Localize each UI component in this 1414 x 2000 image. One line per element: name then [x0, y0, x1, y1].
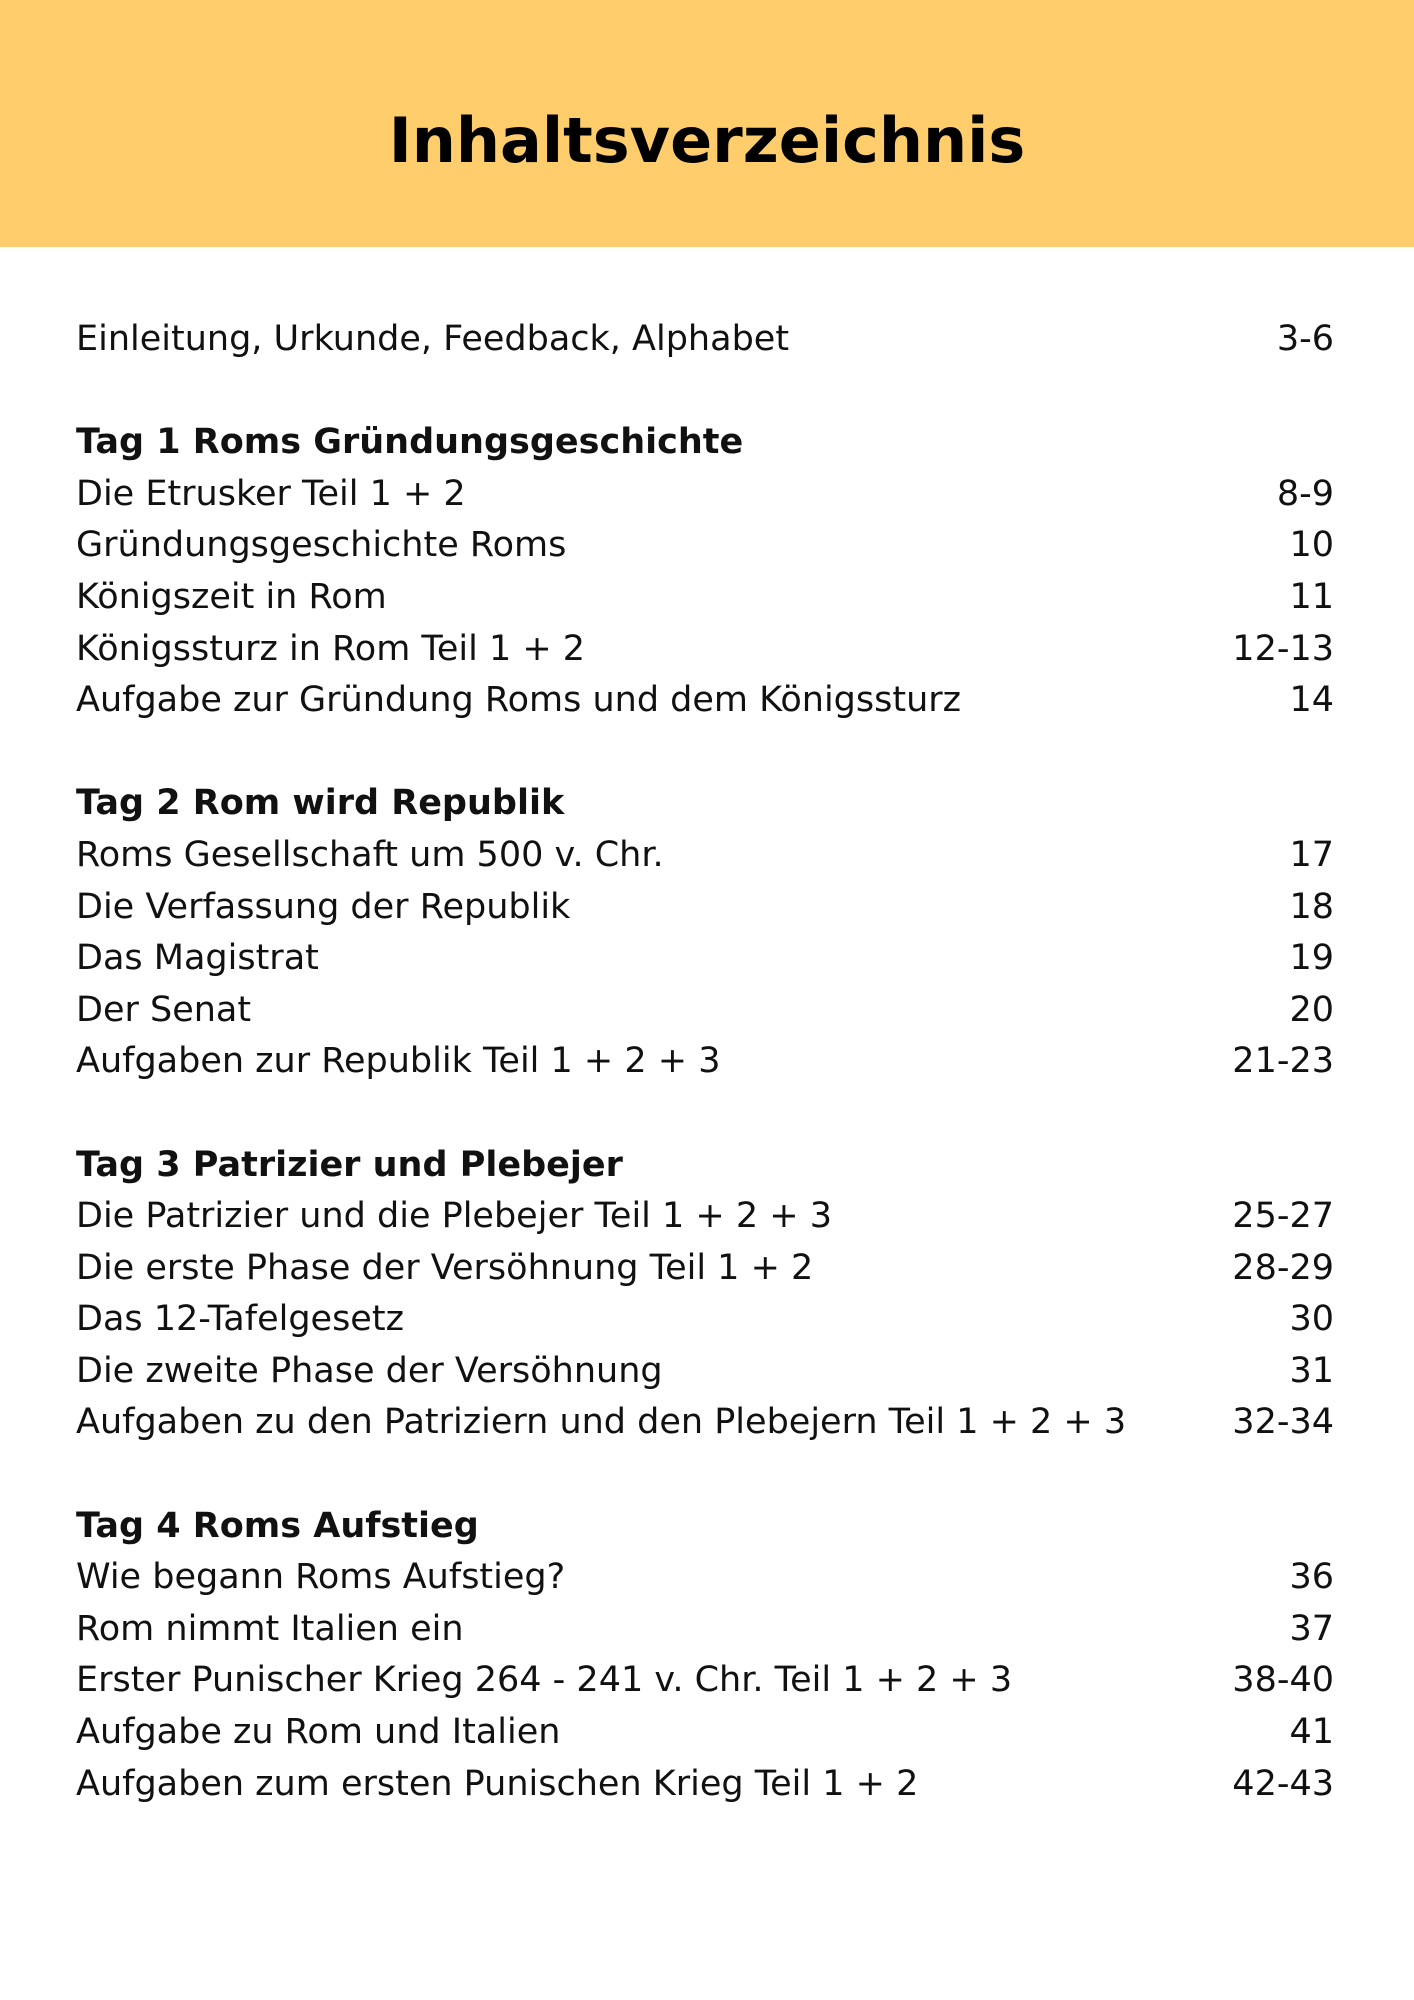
toc-entry-page: 11 [1289, 576, 1334, 617]
toc-entry-label: Die erste Phase der Versöhnung Teil 1 + 2 [76, 1247, 814, 1288]
toc-entry-label: Rom nimmt Italien ein [76, 1608, 464, 1649]
section-heading: Tag 4 Roms Aufstieg [76, 1505, 479, 1546]
toc-section-tag-1 [76, 417, 1334, 727]
toc-entry-label: Das Magistrat [76, 938, 319, 979]
toc-entry-label: Aufgabe zur Gründung Roms und dem Königssturz [76, 680, 962, 721]
toc-entry-page: 28-29 [1232, 1247, 1334, 1288]
toc-entry[interactable] [76, 830, 1334, 882]
toc-entry-label: Gründungsgeschichte Roms [76, 525, 567, 566]
toc-entry-page: 8-9 [1276, 473, 1334, 514]
section-heading: Tag 2 Rom wird Republik [76, 783, 565, 824]
toc-entry-page: 3-6 [1276, 319, 1334, 359]
toc-entry[interactable] [76, 624, 1334, 676]
toc-entry-label: Königssturz in Rom Teil 1 + 2 [76, 628, 586, 669]
toc-entry-page: 32-34 [1232, 1402, 1334, 1443]
toc-entry-intro[interactable] [76, 314, 1334, 366]
toc-entry-label: Der Senat [76, 989, 252, 1030]
toc-entry[interactable] [76, 1604, 1334, 1656]
toc-entry-page: 36 [1289, 1557, 1334, 1598]
toc-entry[interactable] [76, 1552, 1334, 1604]
toc-section-tag-2 [76, 778, 1334, 1088]
toc-entry[interactable] [76, 1655, 1334, 1707]
toc-entry-label: Das 12-Tafelgesetz [76, 1299, 404, 1340]
toc-entry[interactable] [76, 882, 1334, 934]
toc-entry-page: 20 [1289, 989, 1334, 1030]
toc-entry[interactable] [76, 1397, 1334, 1449]
toc-entry-page: 37 [1289, 1608, 1334, 1649]
toc-entry[interactable] [76, 469, 1334, 521]
toc-entry-page: 12-13 [1232, 628, 1334, 669]
toc-entry-label: Die Etrusker Teil 1 + 2 [76, 473, 466, 514]
toc-entry[interactable] [76, 985, 1334, 1037]
toc-entry-page: 21-23 [1232, 1041, 1334, 1082]
toc-entry-page: 17 [1289, 834, 1334, 875]
toc-section-tag-4 [76, 1501, 1334, 1811]
toc-entry-page: 41 [1289, 1712, 1334, 1753]
toc-entry-label: Aufgaben zum ersten Punischen Krieg Teil 1 + 2 [76, 1763, 919, 1804]
section-heading: Tag 1 Roms Gründungsgeschichte [76, 422, 744, 463]
toc-entry-page: 30 [1289, 1299, 1334, 1340]
toc-entry[interactable] [76, 1346, 1334, 1398]
toc-entry[interactable] [76, 933, 1334, 985]
toc-entry-label: Erster Punischer Krieg 264 - 241 v. Chr. Teil 1 + 2 + 3 [76, 1660, 1013, 1701]
toc-entry-page: 31 [1289, 1350, 1334, 1391]
toc-entry-label: Einleitung, Urkunde, Feedback, Alphabet [76, 319, 790, 359]
toc-entry[interactable] [76, 520, 1334, 572]
toc-entry-page: 25-27 [1232, 1196, 1334, 1237]
toc-entry-page: 19 [1289, 938, 1334, 979]
toc-entry-label: Die Patrizier und die Plebejer Teil 1 + 2 + 3 [76, 1196, 832, 1237]
toc-entry[interactable] [76, 675, 1334, 727]
toc-entry[interactable] [76, 1707, 1334, 1759]
toc-entry[interactable] [76, 1243, 1334, 1295]
toc-entry-page: 10 [1289, 525, 1334, 566]
toc-entry-label: Die zweite Phase der Versöhnung [76, 1350, 663, 1391]
toc-entry[interactable] [76, 1036, 1334, 1088]
toc-entry-page: 42-43 [1232, 1763, 1334, 1804]
toc-entry-page: 18 [1289, 886, 1334, 927]
toc-entry-label: Königszeit in Rom [76, 576, 387, 617]
toc-entry-label: Wie begann Roms Aufstieg? [76, 1557, 566, 1598]
toc-entry-label: Aufgabe zu Rom und Italien [76, 1712, 561, 1753]
toc-entry-label: Aufgaben zu den Patriziern und den Plebejern Teil 1 + 2 + 3 [76, 1402, 1127, 1443]
page-title: Inhaltsverzeichnis [388, 104, 1026, 177]
toc-entry-label: Die Verfassung der Republik [76, 886, 571, 927]
toc-entry[interactable] [76, 1191, 1334, 1243]
toc-entry-page: 14 [1289, 680, 1334, 721]
toc-entry-label: Aufgaben zur Republik Teil 1 + 2 + 3 [76, 1041, 721, 1082]
toc-entry-label: Roms Gesellschaft um 500 v. Chr. [76, 834, 664, 875]
section-heading: Tag 3 Patrizier und Plebejer [76, 1144, 623, 1185]
toc-entry[interactable] [76, 1759, 1334, 1811]
toc-entry[interactable] [76, 572, 1334, 624]
toc-entry-page: 38-40 [1232, 1660, 1334, 1701]
table-of-contents [76, 314, 1334, 1810]
toc-section-tag-3 [76, 1140, 1334, 1450]
toc-entry[interactable] [76, 1294, 1334, 1346]
title-banner [0, 0, 1414, 247]
